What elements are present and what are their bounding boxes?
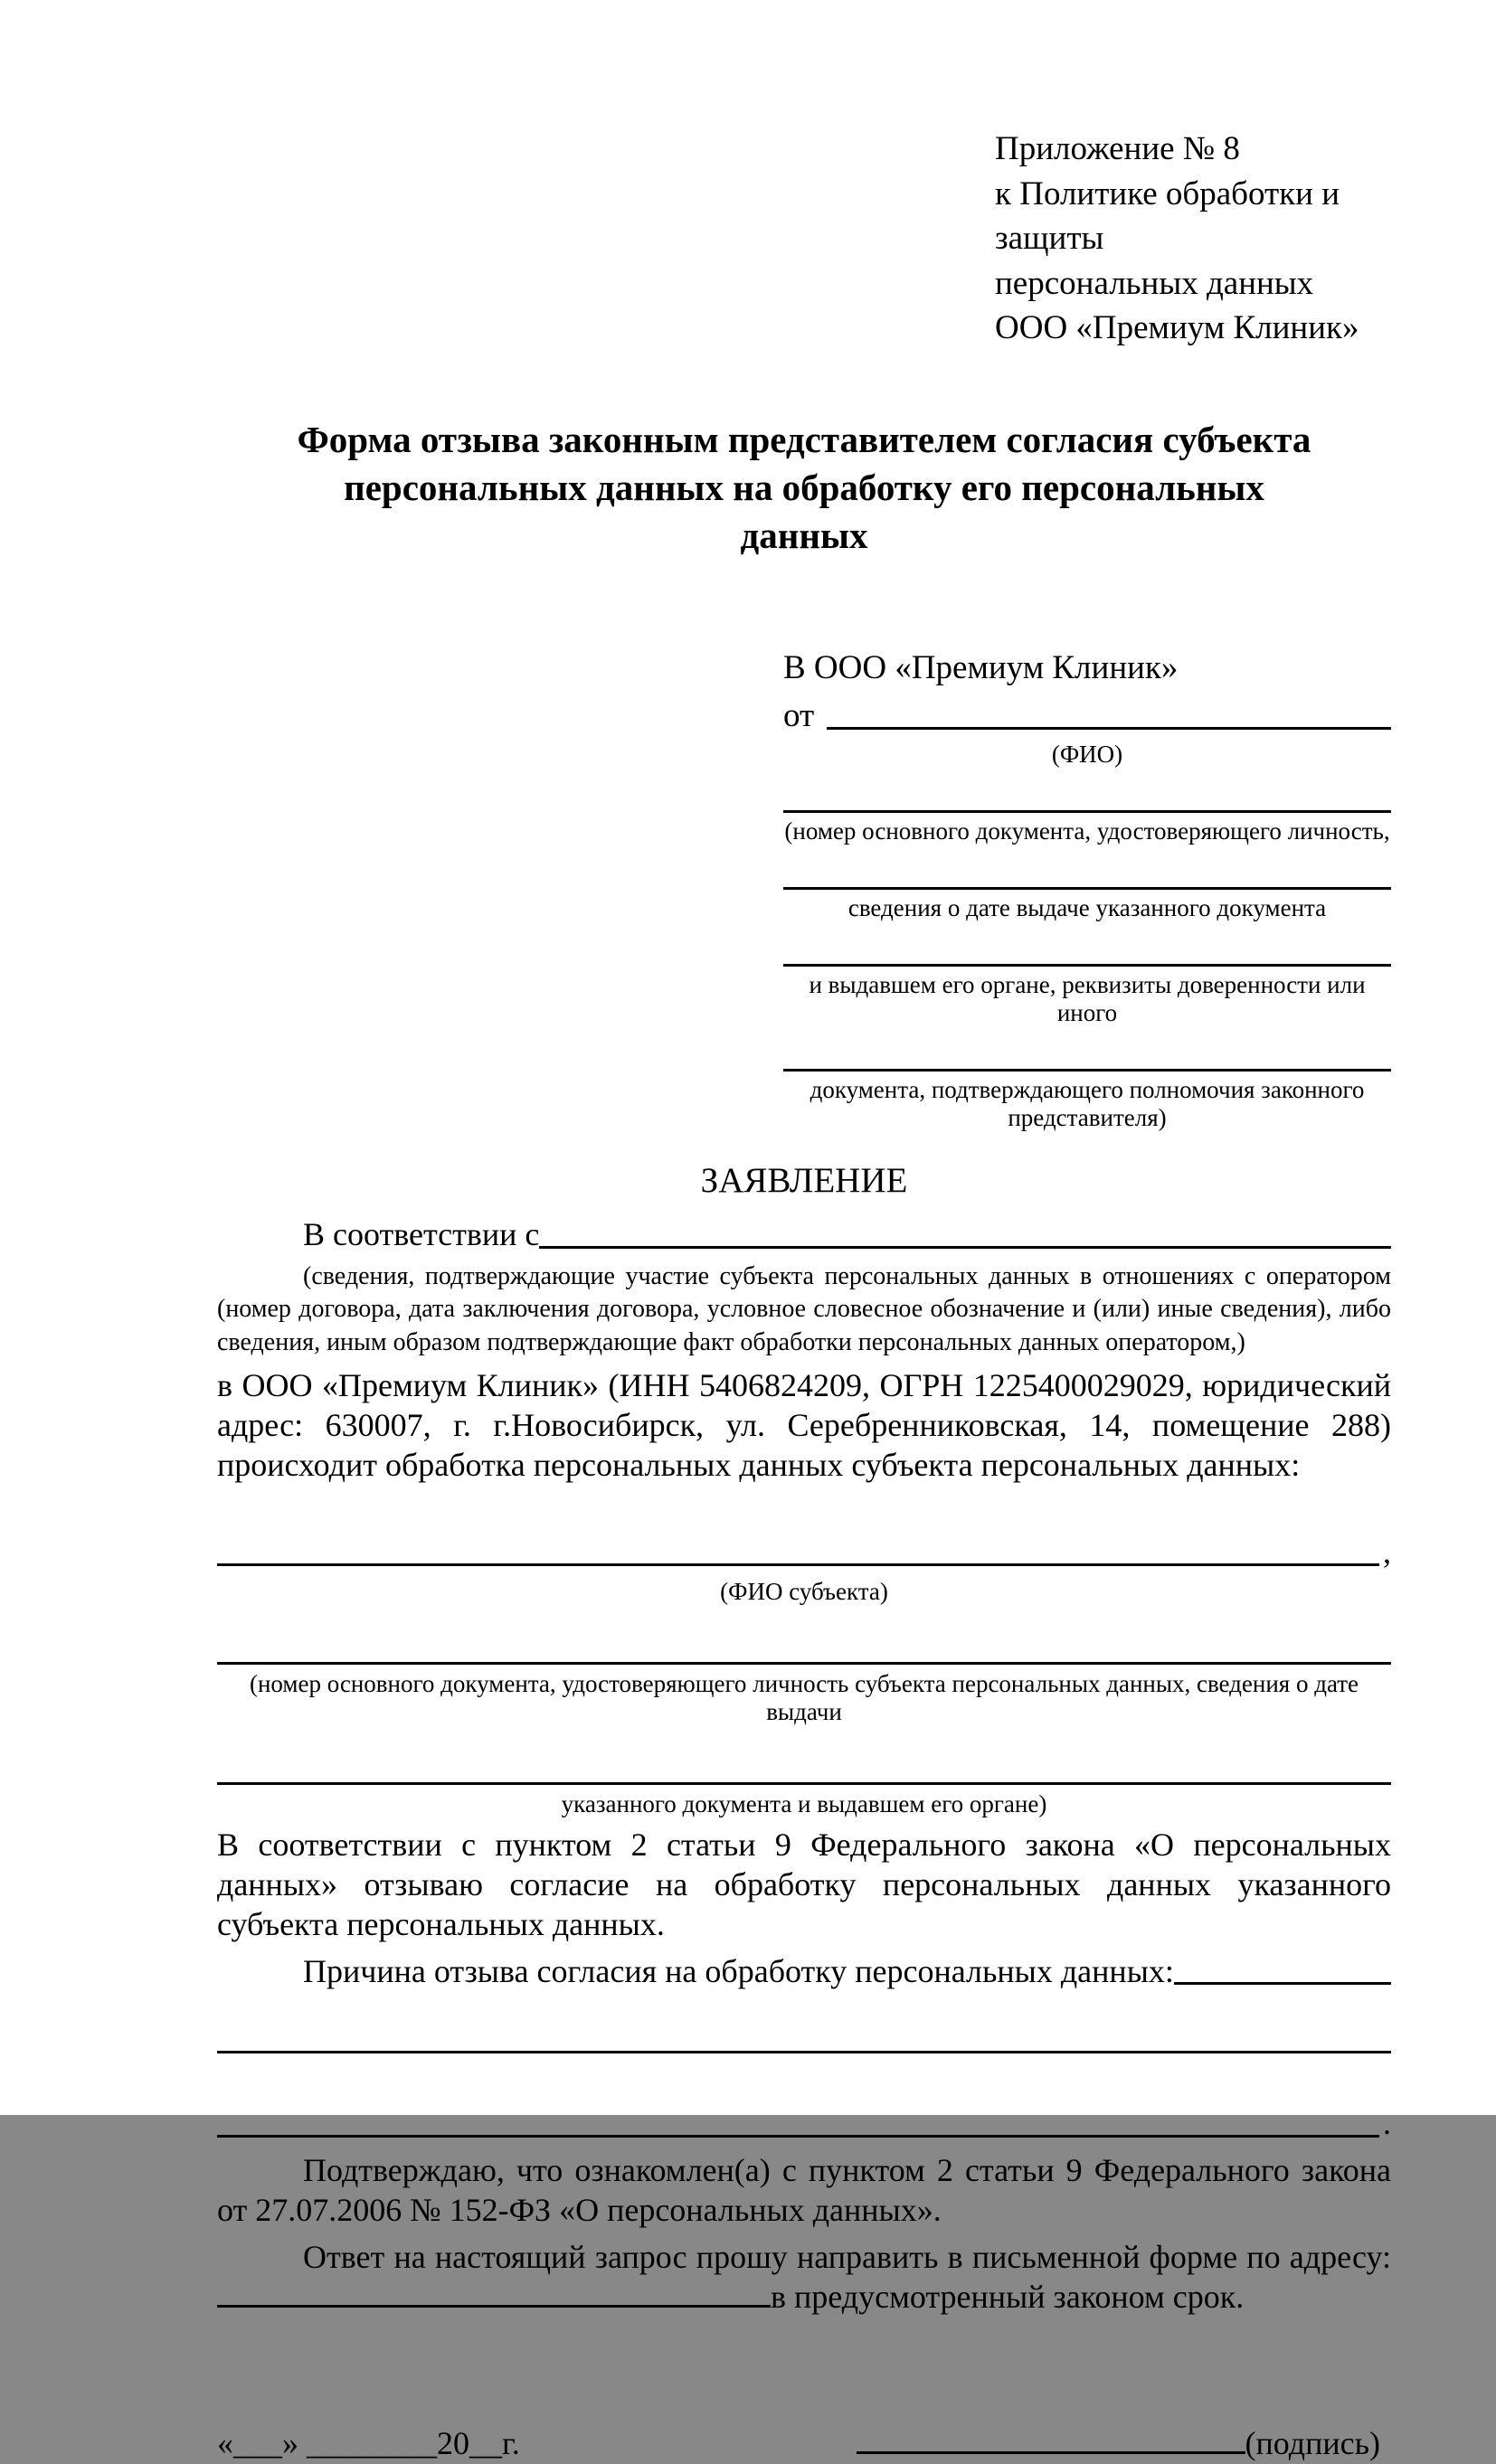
subject-fio-caption: (ФИО субъекта) <box>720 1577 888 1605</box>
document-title: Форма отзыва законным представителем согласия субъекта персональных данных на обработку его персональных данных <box>297 418 1311 557</box>
reply-paragraph <box>217 2238 1391 2318</box>
reason-line-period: . <box>1383 2105 1391 2142</box>
intro-footnote: (сведения, подтверждающие участие субъекта персональных данных в отношениях с оператором (номер договора, дата заключения договора, условное словесное обозначение и (или) иные сведения), либо сведения, иным образом подтверждающие факт обработки персональных данных оператором,) <box>217 1261 1391 1356</box>
confirmation-paragraph: Подтверждаю, что ознакомлен(а) с пунктом 2 статьи 9 Федерального закона от 27.07.2006 № 152-ФЗ «О персональных данных». <box>217 2152 1391 2229</box>
from-label: от <box>783 696 815 734</box>
date-signature-row <box>217 2424 1391 2464</box>
appendix-header-line-1: Приложение № 8 <box>995 130 1240 167</box>
subject-fio-comma: , <box>1383 1533 1391 1570</box>
representative-document-field-2 <box>783 887 1391 922</box>
reason-blank-row-3 <box>217 2104 1391 2144</box>
representative-document-field-3 <box>783 964 1391 1027</box>
representative-document-field-4 <box>783 1069 1391 1132</box>
appendix-header-line-3: персональных данных <box>995 264 1314 302</box>
reason-blank-line-3 <box>217 2104 1379 2138</box>
withdrawal-paragraph: В соответствии с пунктом 2 статьи 9 Федерального закона «О персональных данных» отзываю согласие на обработку персональных данных указанного субъекта персональных данных. <box>217 1826 1391 1942</box>
signature-caption: (подпись) <box>1245 2424 1380 2461</box>
addressee-block <box>783 647 1391 1133</box>
fio-caption: (ФИО) <box>1051 741 1123 769</box>
intro-blank-line <box>539 1215 1391 1249</box>
addressee-organization: В ООО «Премиум Клиник» <box>783 648 1179 686</box>
reason-row <box>217 1952 1391 1992</box>
reason-prefix: Причина отзыва согласия на обработку персональных данных: <box>303 1952 1174 1989</box>
subject-document-blank-line-1 <box>217 1662 1391 1665</box>
date-field: «___» ________20__г. <box>217 2424 520 2461</box>
representative-fio-blank-line <box>827 695 1391 730</box>
intro-prefix: В соответствии с <box>303 1215 540 1252</box>
reply-prefix: Ответ на настоящий запрос прошу направить в письменной форме по адресу: <box>303 2239 1391 2276</box>
appendix-header-line-4: ООО «Премиум Клиник» <box>995 309 1359 347</box>
appendix-header-line-2: к Политике обработки и защиты <box>995 175 1340 258</box>
subject-fio-row <box>217 1533 1391 1572</box>
addressee-from-row <box>783 695 1391 736</box>
reply-address-blank-line <box>217 2301 771 2308</box>
operator-paragraph: в ООО «Премиум Клиник» (ИНН 5406824209, ОГРН 1225400029029, юридический адрес: 630007, г. г.Новосибирск, ул. Серебренниковская, 14, помещение 288) происходит обработка персональных данных субъекта персональных данных: <box>217 1367 1391 1483</box>
statement-heading: ЗАЯВЛЕНИЕ <box>700 1161 908 1201</box>
field-caption: и выдавшем его органе, реквизиты доверенности или иного <box>809 971 1366 1027</box>
reply-suffix: в предусмотренный законом срок. <box>771 2279 1245 2316</box>
field-caption: сведения о дате выдаче указанного документа <box>847 894 1327 922</box>
blank-line <box>783 887 1391 890</box>
blank-line <box>783 810 1391 813</box>
subject-document-caption-1: (номер основного документа, удостоверяющего личность субъекта персональных данных, сведения о дате выдачи <box>249 1669 1359 1725</box>
reason-blank-line-1 <box>1174 1952 1391 1986</box>
signature-group <box>857 2424 1380 2464</box>
field-caption: (номер основного документа, удостоверяющего личность, <box>784 817 1390 845</box>
blank-line <box>783 964 1391 967</box>
field-caption: документа, подтверждающего полномочия законного представителя) <box>810 1076 1365 1132</box>
reason-blank-line-2 <box>217 2051 1391 2053</box>
appendix-header <box>995 127 1391 351</box>
subject-fio-blank-line <box>217 1533 1379 1566</box>
subject-document-blank-line-2 <box>217 1782 1391 1785</box>
subject-document-caption-2: указанного документа и выдавшем его органе) <box>561 1789 1047 1817</box>
signature-blank-line <box>857 2448 1245 2454</box>
blank-line <box>783 1069 1391 1072</box>
representative-document-field-1 <box>783 810 1391 845</box>
statement-intro-row <box>217 1215 1391 1255</box>
